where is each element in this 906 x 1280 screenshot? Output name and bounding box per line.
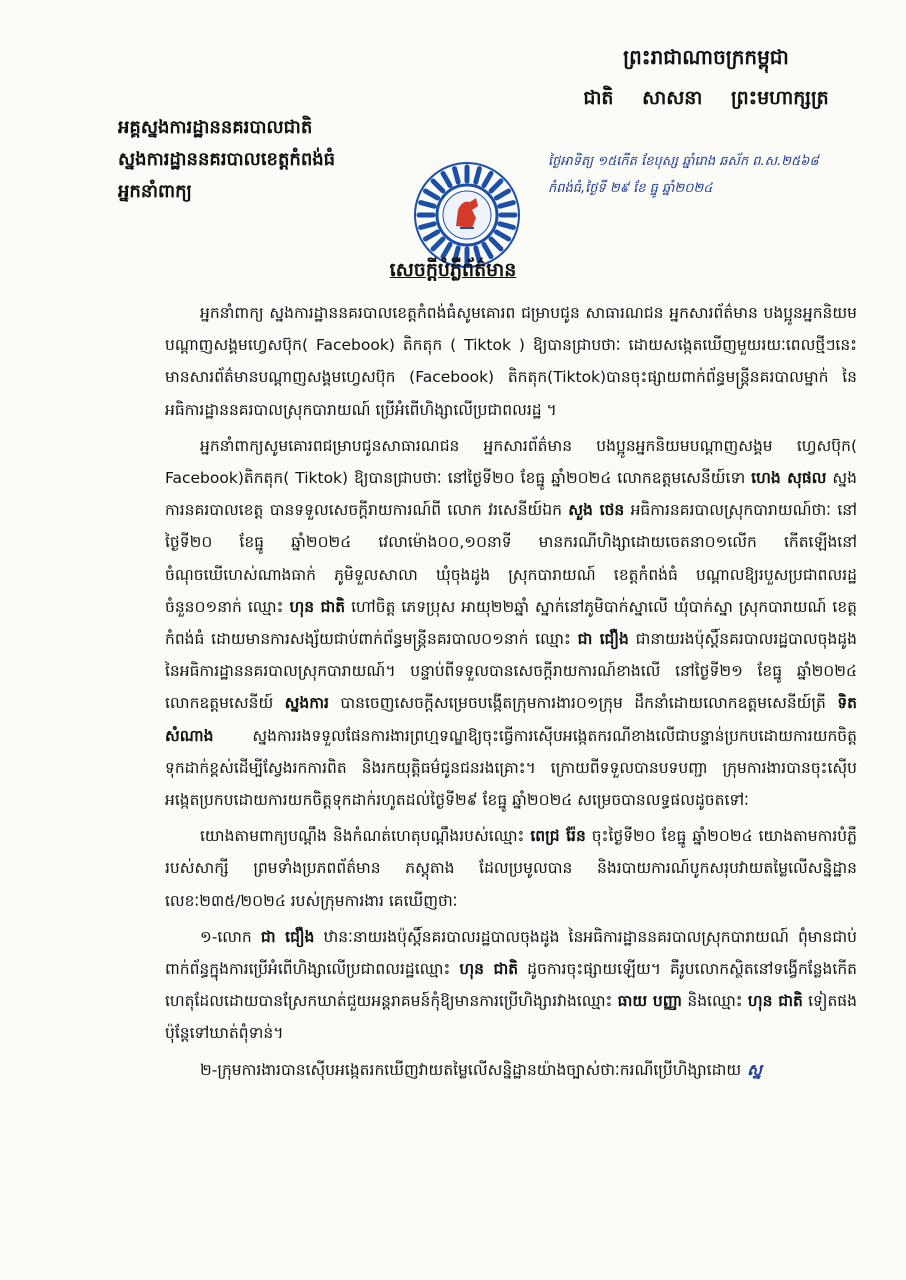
ministry-heading — [118, 112, 398, 208]
paragraph-finding-1 — [165, 921, 857, 1050]
ministry-line-3: អ្នកនាំពាក្យ — [118, 181, 192, 202]
person-name: ជា ជឿង — [260, 927, 315, 946]
text-run: ទៀតផង ប៉ុន្តែទៅឃាត់ពុំទាន់។ — [165, 992, 857, 1043]
paragraph-evidence — [165, 820, 857, 917]
person-name: ហុន ជាតិ — [459, 960, 519, 979]
ministry-line-2: ស្នងការដ្ឋាននគរបាលខេត្តកំពង់ធំ — [118, 149, 336, 170]
text-run: និងឈ្មោះ — [682, 992, 748, 1011]
person-name: ហេង សុផល — [751, 469, 827, 488]
person-name: ហុន ជាតិ — [289, 597, 346, 616]
paragraph-intro: អ្នកនាំពាក្យ ស្នងការដ្ឋាននគរបាលខេត្តកំពង់ធំសូមគោរព ជម្រាបជូន សាធារណជន អ្នកសារព័ត៌មាន បងប្អូនអ្នកនិយមបណ្តាញសង្គមហ្វេសប៊ុក( Facebook) តិកតុក ( Tiktok ) ឱ្យបានជ្រាបថាៈ ដោយសង្កេតឃើញមួយរយៈពេលថ្មីៗនេះមានសារព័ត៌មានបណ្តាញសង្គមហ្វេសប៊ុក (Facebook) តិកតុក(Tiktok)បានចុះផ្សាយពាក់ព័ន្ធមន្ត្រីនគរបាលម្នាក់ នៃអធិការដ្ឋាននគរបាលស្រុកបារាយណ៍ ប្រើអំពើហិង្សាលើប្រជាពលរដ្ឋ ។ — [165, 304, 857, 419]
police-emblem-logo — [412, 160, 522, 270]
text-run: ហៅចិត្ត ភេទប្រុស អាយុ២២ឆ្នាំ ស្នាក់នៅភូមិបាក់ស្នាលើ ឃុំបាក់ស្នា ស្រុកបារាយណ៍ ខេត្តកំពង់ធំ ដោយមានការសង្ស័យជាប់ពាក់ព័ន្ធមន្ត្រីនគរបាល០១នាក់ ឈ្មោះ — [165, 597, 858, 649]
text-run: ដូចការចុះផ្សាយឡើយ។ គឺរូបលោកស្ថិតនៅទង្វើកន្លែងកើតហេតុដែលដោយបានស្រែកឃាត់ជួយអន្តរាគមន៍កុំឱ្យមានការប្រើហិង្សារវាងឈ្មោះ — [165, 960, 857, 1011]
date-block — [548, 148, 858, 202]
document-body — [165, 297, 857, 1086]
text-run: យោងតាមពាក្យបណ្តឹង និងកំណត់ហេតុបណ្តឹងរបស់ឈ្មោះ — [200, 827, 531, 846]
kingdom-title: ព្រះរាជាណាចក្រកម្ពុជា — [623, 45, 789, 69]
text-run: ជានាយរងប៉ុស្តិ៍នគរបាលរដ្ឋបាលចុងដូង នៃអធិការដ្ឋាននគរបាលស្រុកបារាយណ៍។ បន្ទាប់ពីទទួលបានសេចក្តីរាយការណ៍ខាងលើ នៅថ្ងៃទី២១ ខែធ្នូ ឆ្នាំ២០២៤ លោកឧត្តមសេនីយ៍ — [165, 630, 857, 713]
text-run: ១-លោក — [200, 927, 261, 946]
person-name: ពេជ្រ រ៉ែន — [530, 827, 586, 846]
document-title: សេចក្តីបំភ្លឺព័ត៌មាន — [389, 259, 517, 281]
person-name: ធាយ បញ្ញា — [617, 992, 683, 1011]
solar-date: កំពង់ធំ,ថ្ងៃទី ២៩ ខែ ធ្នូ ឆ្នាំ២០២៤ — [548, 181, 713, 196]
person-name: ជា ជឿង — [577, 630, 629, 649]
national-motto: ជាតិ សាសនា ព្រះមហាក្សត្រ — [583, 87, 829, 109]
text-run: អ្នកនាំពាក្យសូមគោរពជម្រាបជូនសាធារណជន អ្នកសារព័ត៌មាន បងប្អូនអ្នកនិយមបណ្តាញសង្គម ហ្វេសប៊ុក( Facebook)តិកតុក( Tiktok) ឱ្យបានជ្រាបថាៈ នៅថ្ងៃទី២០ ខែធ្នូ ឆ្នាំ២០២៤ លោកឧត្តមសេនីយ៍ទោ — [165, 436, 857, 488]
text-run: ស្នងការនគរបាលខេត្ត បានទទួលសេចក្តីរាយការណ៍ពី លោក វរសេនីយ៍ឯក — [165, 469, 857, 520]
lunar-date: ថ្ងៃអាទិត្យ ១៥កើត ខែបុស្ស ឆ្នាំរោង ឆស័ក ព.ស.២៥៦៨ — [548, 154, 819, 169]
text-run: ចុះថ្ងៃទី២០ ខែធ្នូ ឆ្នាំ២០២៤ យោងតាមការបំភ្លឺរបស់សាក្សី ព្រមទាំងប្រភពព័ត៌មាន ភស្តុតាង ដែលប្រមូលបាន និងរបាយការណ៍បូកសរុបវាយតម្លៃលើសន្និដ្ឋានលេខៈ២៣៥/២០២៤ របស់ក្រុមការងារ គេឃើញថាៈ — [165, 827, 857, 910]
text-run: ២-ក្រុមការងារបានស៊ើបអង្កេតរកឃើញវាយតម្លៃលើសន្និដ្ឋានយ៉ាងច្បាស់ថាៈករណីប្រើហិង្សាដោយ — [200, 1060, 742, 1079]
text-run: ឋានៈនាយរងប៉ុស្តិ៍នគរបាលរដ្ឋបាលចុងដូង នៃអធិការដ្ឋាននគរបាលស្រុកបារាយណ៍ ពុំមានជាប់ពាក់ព័ន្ធក្នុងការប្រើអំពើហិង្សាលើប្រជាពលរដ្ឋឈ្មោះ — [165, 927, 857, 979]
text-run: បានចេញសេចក្តីសម្រេចបង្កើតក្រុមការងារ០១ក្រុម ដឹកនាំដោយលោកឧត្តមសេនីយ៍ត្រី — [328, 694, 838, 713]
person-name: ហុន ជាតិ — [747, 992, 803, 1011]
person-name: ស្នងការ — [284, 694, 329, 713]
kingdom-heading — [576, 44, 836, 114]
text-run: ស្នងការរងទទួលផែនការងារព្រហ្មទណ្ឌឱ្យចុះធ្វើការស៊ើបអង្កេតករណីខាងលើជាបន្ទាន់ប្រកបដោយការយកចិត្តទុកដាក់ខ្ពស់ដើម្បីស្វែងរកការពិត និងរកយុត្តិធម៌ជូនជនរងគ្រោះ។ ក្រោយពីទទួលបានបទបញ្ជា ក្រុមការងារបានចុះស៊ើបអង្កេតប្រកបដោយការយកចិត្តទុកដាក់រហូតដល់ថ្ងៃទី២៩ ខែធ្នូ ឆ្នាំ២០២៤ សម្រេចបានលទ្ធផលដូចតទៅៈ — [165, 726, 857, 810]
paragraph-finding-2 — [165, 1054, 857, 1086]
text-run: អធិការនគរបាលស្រុកបារាយណ៍ថាៈ នៅថ្ងៃទី២០ ខែធ្នូ ឆ្នាំ២០២៤ វេលាម៉ោង០០,១០នាទី មានករណីហិង្សាដោយចេតនា០១លើក កើតឡើងនៅចំណុចឃើហេស់ណាងធាក់ ភូមិទួលសាលា ឃុំចុងដូង ស្រុកបារាយណ៍ ខេត្តកំពង់ធំ បណ្តាលឱ្យរបួសប្រជាពលរដ្ឋចំនួន០១នាក់ ឈ្មោះ — [165, 501, 858, 616]
handwritten-initials: ស្ន — [747, 1060, 762, 1079]
person-name: ទិត សំណាង — [165, 694, 857, 745]
paragraph-incident — [165, 430, 857, 816]
ministry-line-1: អគ្គស្នងការដ្ឋាននគរបាលជាតិ — [118, 117, 313, 138]
person-name: សួង ថេន — [568, 501, 625, 520]
